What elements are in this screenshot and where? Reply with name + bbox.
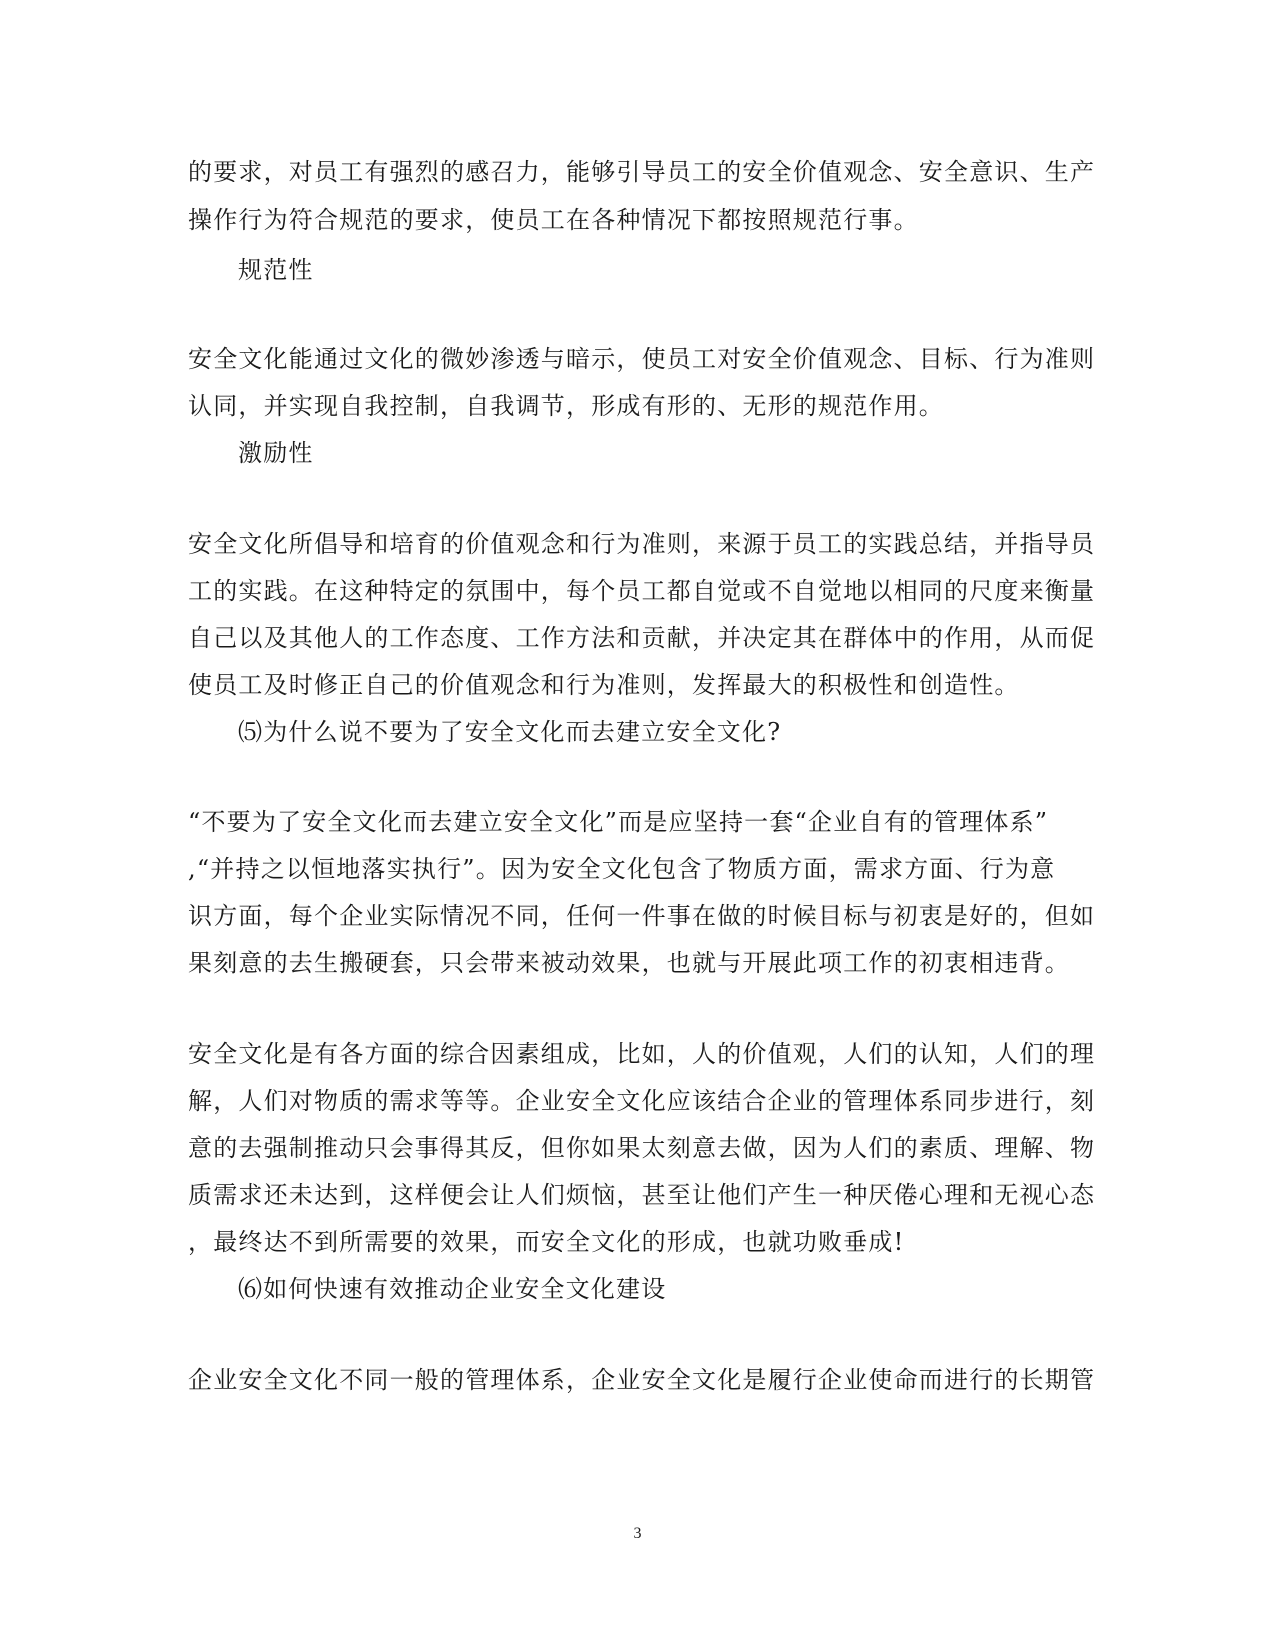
section-heading-jilixing: 激励性 — [238, 439, 314, 467]
body-line: 自己以及其他人的工作态度、工作方法和贡献，并决定其在群体中的作用，从而促 — [188, 624, 1096, 652]
section-heading-guifanxing: 规范性 — [238, 256, 314, 284]
body-line: ,“并持之以恒地落实执行”。因为安全文化包含了物质方面，需求方面、行为意 — [188, 855, 1056, 883]
body-line: 操作行为符合规范的要求，使员工在各种情况下都按照规范行事。 — [188, 206, 919, 234]
body-line: 安全文化是有各方面的综合因素组成，比如，人的价值观，人们的认知，人们的理 — [188, 1040, 1096, 1068]
page-number: 3 — [633, 1525, 642, 1542]
body-line: “不要为了安全文化而去建立安全文化”而是应坚持一套“企业自有的管理体系” — [188, 808, 1049, 836]
body-line: 识方面，每个企业实际情况不同，任何一件事在做的时候目标与初衷是好的，但如 — [188, 902, 1096, 930]
body-line: 解，人们对物质的需求等等。企业安全文化应该结合企业的管理体系同步进行，刻 — [188, 1087, 1096, 1115]
body-line: 使员工及时修正自己的价值观念和行为准则，发挥最大的积极性和创造性。 — [188, 671, 1020, 699]
body-line: 认同，并实现自我控制，自我调节，形成有形的、无形的规范作用。 — [188, 392, 944, 420]
body-line: 工的实践。在这种特定的氛围中，每个员工都自觉或不自觉地以相同的尺度来衡量 — [188, 577, 1096, 605]
body-line: 企业安全文化不同一般的管理体系，企业安全文化是履行企业使命而进行的长期管 — [188, 1366, 1096, 1394]
body-line: 果刻意的去生搬硬套，只会带来被动效果，也就与开展此项工作的初衷相违背。 — [188, 949, 1070, 977]
body-line: 的要求，对员工有强烈的感召力，能够引导员工的安全价值观念、安全意识、生产 — [188, 158, 1096, 186]
body-line: ，最终达不到所需要的效果，而安全文化的形成，也就功败垂成! — [188, 1228, 905, 1256]
question-heading-5: ⑸为什么说不要为了安全文化而去建立安全文化? — [238, 718, 782, 746]
body-line: 安全文化能通过文化的微妙渗透与暗示，使员工对安全价值观念、目标、行为准则 — [188, 345, 1096, 373]
question-heading-6: ⑹如何快速有效推动企业安全文化建设 — [238, 1275, 667, 1303]
body-line: 意的去强制推动只会事得其反，但你如果太刻意去做，因为人们的素质、理解、物 — [188, 1134, 1096, 1162]
body-line: 安全文化所倡导和培育的价值观念和行为准则，来源于员工的实践总结，并指导员 — [188, 530, 1096, 558]
body-line: 质需求还未达到，这样便会让人们烦恼，甚至让他们产生一种厌倦心理和无视心态 — [188, 1181, 1096, 1209]
